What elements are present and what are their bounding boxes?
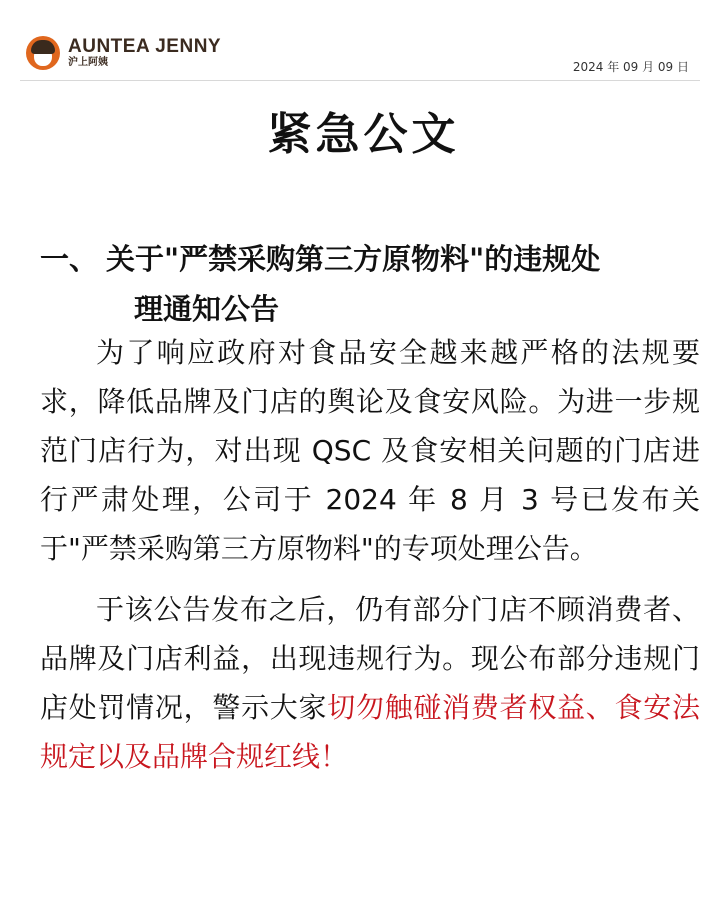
paragraph-2-text: 于该公告发布之后，仍有部分门店不顾消费者、品牌及门店利益，出现违规行为。现公布部分违规门店处罚情况，警示大家 xyxy=(40,593,700,724)
document-header xyxy=(0,0,727,90)
document-body xyxy=(40,328,700,793)
paragraph-2 xyxy=(40,585,700,781)
section-number: 一、 xyxy=(40,242,99,276)
paragraph-1: 为了响应政府对食品安全越来越严格的法规要求，降低品牌及门店的舆论及食安风险。为进一步规范门店行为，对出现 QSC 及食安相关问题的门店进行严肃处理，公司于 2024 年 8 月 3 号已发布关于"严禁采购第三方原物料"的专项处理公告。 xyxy=(40,336,700,565)
brand-logo xyxy=(26,36,221,70)
section-heading xyxy=(40,234,700,334)
brand-sub: 沪上阿姨 xyxy=(68,57,108,68)
section-heading-line2: 理通知公告 xyxy=(134,292,280,326)
auntea-jenny-logo-icon xyxy=(26,36,60,70)
document-title: 紧急公文 xyxy=(267,109,460,160)
header-divider xyxy=(20,80,700,81)
brand-name: AUNTEA JENNY xyxy=(68,36,222,57)
paragraph-2-warning: 切勿触碰消费者权益、食安法规定以及品牌合规红线！ xyxy=(40,691,700,773)
section-heading-line1: 关于"严禁采购第三方原物料"的违规处 xyxy=(106,242,601,276)
document-date: 2024 年 09 月 09 日 xyxy=(572,60,689,74)
